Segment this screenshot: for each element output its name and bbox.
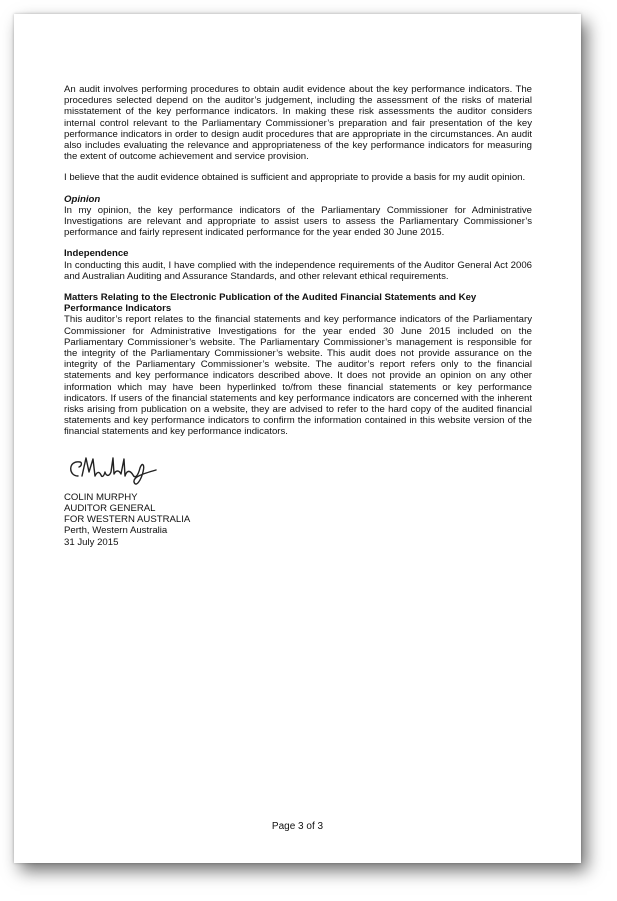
page-number: Page 3 of 3 — [271, 821, 324, 832]
electronic-publication-text: This auditor’s report relates to the financial statements and key performance indicators of the Parliamentary Commissioner for Administrative Investigations for the year ended 30 June 2015 included on the Parliamentary Commissioner’s website. The Parliamentary Commissioner’s management is responsible for the integrity of the Parliamentary Commissioner’s website. This audit does not provide assurance on the integrity of the Parliamentary Commissioner’s website. The auditor’s report refers only to the financial statements and key performance indicators described above. It does not provide an opinion on any other information which may have been hyperlinked to/from these financial statements or key performance indicators. If users of the financial statements and key performance indicators are concerned with the inherent risks arising from publication on a website, they are advised to refer to the hard copy of the audited financial statements and key performance indicators to confirm the information contained in this website version of the financial statements and key performance indicators. — [64, 314, 532, 438]
signatory-org: FOR WESTERN AUSTRALIA — [64, 514, 191, 526]
independence-section — [64, 248, 532, 282]
signatory-name: COLIN MURPHY — [64, 491, 138, 503]
opinion-text: In my opinion, the key performance indicators of the Parliamentary Commissioner for Administrative Investigations are relevant and appropriate to assist users to assess the Parliamentary Commissioner’s performance and fairly represent indicated performance for the year ended 30 June 2015. — [64, 204, 532, 239]
opinion-section — [64, 194, 532, 239]
paragraph-evidence: I believe that the audit evidence obtained is sufficient and appropriate to provide a basis for my audit opinion. — [64, 172, 526, 184]
electronic-publication-section — [64, 292, 532, 438]
independence-text: In conducting this audit, I have complied with the independence requirements of the Auditor General Act 2006 and Australian Auditing and Assurance Standards, and other relevant ethical requirements. — [64, 259, 532, 282]
opinion-heading: Opinion — [64, 193, 101, 205]
signatory-date: 31 July 2015 — [64, 536, 119, 548]
signatory-location: Perth, Western Australia — [64, 525, 168, 537]
signatory-title: AUDITOR GENERAL — [64, 502, 156, 514]
independence-heading: Independence — [64, 248, 129, 260]
paragraph-audit-procedures: An audit involves performing procedures to obtain audit evidence about the key performance indicators. The procedures selected depend on the auditor’s judgement, including the assessment of the risks of material misstatement of the key performance indicators. In making these risk assessments the auditor considers internal control relevant to the Parliamentary Commissioner’s preparation and fair presentation of the key performance indicators in order to design audit procedures that are appropriate in the circumstances. An audit also includes evaluating the relevance and appropriateness of the key performance indicators for measuring the extent of outcome achievement and service provision. — [64, 84, 532, 163]
signatory-block — [64, 492, 532, 548]
document-page — [14, 14, 581, 863]
page-content — [64, 84, 532, 548]
handwritten-signature — [64, 450, 174, 490]
electronic-publication-heading: Matters Relating to the Electronic Publication of the Audited Financial Statements and Key Performance Indicators — [64, 292, 477, 315]
